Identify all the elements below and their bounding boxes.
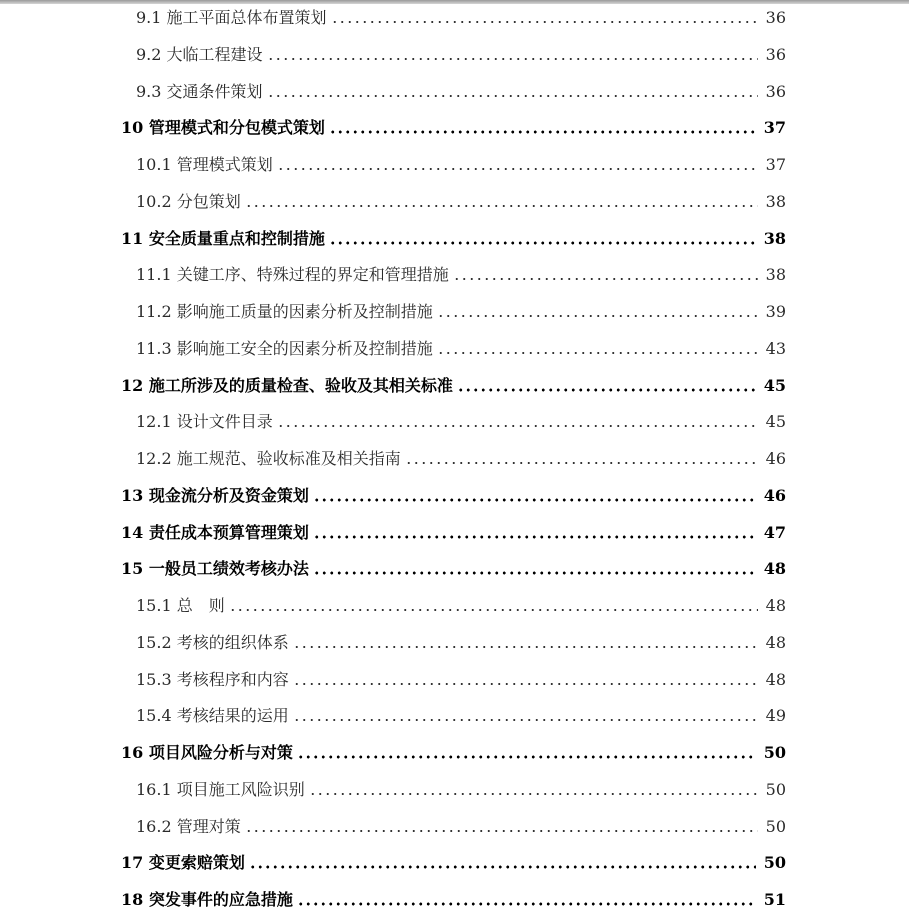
toc-entry-title: 11.2 影响施工质量的因素分析及控制措施 [136, 302, 433, 321]
toc-chapter-entry[interactable] [121, 480, 786, 506]
toc-page-number: 37 [763, 118, 786, 138]
toc-chapter-entry[interactable] [121, 884, 786, 910]
toc-page-number: 38 [765, 265, 786, 285]
toc-entry-title: 15.3 考核程序和内容 [136, 669, 289, 689]
toc-entry-title: 18 突发事件的应急措施 [121, 890, 293, 909]
toc-entry-title: 11.1 关键工序、特殊过程的界定和管理措施 [136, 265, 449, 285]
toc-dot-leader [293, 718, 758, 722]
toc-entry-title: 17 变更索赔策划 [121, 853, 245, 873]
toc-chapter-entry[interactable] [121, 370, 786, 396]
toc-section-entry[interactable] [136, 149, 786, 175]
toc-page-number: 37 [765, 155, 786, 174]
toc-page-number: 46 [765, 449, 786, 468]
toc-section-entry[interactable] [136, 664, 786, 690]
toc-dot-leader [329, 130, 756, 134]
toc-page-number: 50 [765, 816, 786, 836]
toc-dot-leader [297, 755, 756, 759]
toc-page-number: 46 [763, 485, 786, 505]
toc-chapter-entry[interactable] [121, 847, 786, 873]
toc-entry-title: 15.2 考核的组织体系 [136, 632, 289, 652]
toc-entry-title: 10 管理模式和分包模式策划 [121, 118, 325, 138]
toc-dot-leader [309, 792, 758, 796]
toc-dot-leader [437, 314, 758, 318]
toc-chapter-entry[interactable] [121, 517, 786, 543]
toc-chapter-entry[interactable] [121, 223, 786, 249]
toc-entry-title: 10.2 分包策划 [136, 191, 241, 211]
toc-dot-leader [437, 351, 758, 355]
toc-page-number: 49 [765, 706, 786, 726]
toc-dot-leader [277, 167, 758, 171]
toc-page-number: 36 [765, 8, 786, 27]
toc-dot-leader [229, 608, 758, 612]
toc-section-entry[interactable] [136, 700, 786, 726]
toc-page-number: 48 [765, 632, 786, 652]
toc-page-number: 38 [765, 191, 786, 211]
toc-dot-leader [297, 902, 756, 906]
toc-page-number: 36 [765, 44, 786, 64]
toc-page-number: 45 [765, 412, 786, 432]
toc-dot-leader [277, 424, 758, 428]
toc-dot-leader [313, 498, 756, 502]
toc-dot-leader [245, 829, 758, 833]
toc-section-entry[interactable] [136, 443, 786, 469]
toc-section-entry[interactable] [136, 186, 786, 212]
toc-dot-leader [267, 94, 758, 98]
toc-chapter-entry[interactable] [121, 112, 786, 138]
toc-dot-leader [457, 388, 756, 392]
toc-entry-title: 9.2 大临工程建设 [136, 44, 263, 64]
toc-entry-title: 12.1 设计文件目录 [136, 412, 273, 432]
toc-entry-title: 10.1 管理模式策划 [136, 155, 273, 174]
toc-section-entry[interactable] [136, 333, 786, 359]
toc-entry-title: 12 施工所涉及的质量检查、验收及其相关标准 [121, 375, 453, 395]
toc-entry-title: 9.1 施工平面总体布置策划 [136, 8, 327, 27]
toc-chapter-entry[interactable] [121, 737, 786, 763]
toc-section-entry[interactable] [136, 627, 786, 653]
toc-dot-leader [293, 645, 758, 649]
toc-entry-title: 11 安全质量重点和控制措施 [121, 228, 325, 248]
toc-entry-title: 16 项目风险分析与对策 [121, 743, 293, 762]
toc-entry-title: 12.2 施工规范、验收标准及相关指南 [136, 449, 401, 468]
toc-entry-title: 16.1 项目施工风险识别 [136, 779, 305, 799]
toc-entry-title: 11.3 影响施工安全的因素分析及控制措施 [136, 338, 433, 358]
toc-dot-leader [249, 865, 756, 869]
toc-dot-leader [313, 535, 756, 539]
toc-entry-title: 15.1 总 则 [136, 596, 225, 615]
toc-page-number: 43 [765, 338, 786, 358]
toc-entry-title: 16.2 管理对策 [136, 816, 241, 836]
toc-page-number: 38 [763, 228, 786, 248]
toc-dot-leader [245, 204, 758, 208]
toc-dot-leader [405, 461, 758, 465]
toc-entry-title: 14 责任成本预算管理策划 [121, 522, 309, 542]
toc-section-entry[interactable] [136, 811, 786, 837]
toc-entry-title: 13 现金流分析及资金策划 [121, 485, 309, 505]
toc-dot-leader [331, 20, 758, 24]
toc-page-number: 50 [765, 779, 786, 799]
toc-dot-leader [293, 682, 758, 686]
toc-section-entry[interactable] [136, 406, 786, 432]
toc-dot-leader [453, 277, 758, 281]
toc-page-number: 48 [765, 669, 786, 689]
toc-entry-title: 15.4 考核结果的运用 [136, 706, 289, 726]
toc-chapter-entry[interactable] [121, 553, 786, 579]
toc-section-entry[interactable] [136, 296, 786, 322]
toc-section-entry[interactable] [136, 774, 786, 800]
toc-entry-title: 9.3 交通条件策划 [136, 81, 263, 101]
toc-page-number: 39 [765, 302, 786, 321]
toc-section-entry[interactable] [136, 76, 786, 102]
toc-page-number: 50 [763, 743, 786, 762]
toc-entry-title: 15 一般员工绩效考核办法 [121, 559, 309, 579]
toc-section-entry[interactable] [136, 259, 786, 285]
toc-page-number: 51 [763, 890, 786, 909]
toc-section-entry[interactable] [136, 39, 786, 65]
toc-page-number: 50 [763, 853, 786, 873]
toc-page-number: 45 [763, 375, 786, 395]
toc-page-number: 36 [765, 81, 786, 101]
toc-page-number: 48 [765, 596, 786, 615]
toc-dot-leader [329, 241, 756, 245]
toc-dot-leader [267, 57, 758, 61]
toc-section-entry[interactable] [136, 2, 786, 28]
toc-page-number: 47 [763, 522, 786, 542]
toc-page-number: 48 [763, 559, 786, 579]
toc-section-entry[interactable] [136, 590, 786, 616]
toc-dot-leader [313, 571, 756, 575]
